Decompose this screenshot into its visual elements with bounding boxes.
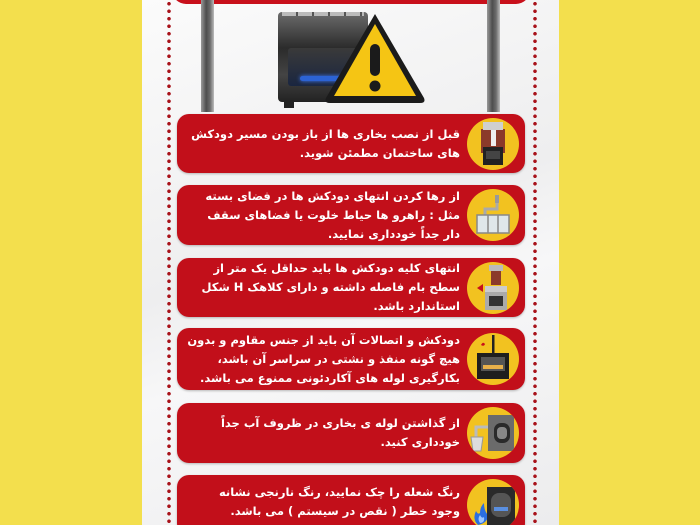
- stove-pipe-water-bucket-icon: [467, 407, 519, 459]
- top-banner: [172, 0, 530, 4]
- tip-card-4: [177, 328, 525, 390]
- tip-text-1: قبل از نصب بخاری ها از باز بودن مسیر دودکش های ساختمان مطمئن شوید.: [191, 126, 460, 160]
- frame-pillar-left: [201, 0, 214, 112]
- dotted-border-right: [533, 0, 537, 525]
- vent-pipe-window-icon: [467, 189, 519, 241]
- roof-chimney-h-cap-icon: [467, 262, 519, 314]
- blue-flame-heater-icon: [467, 479, 519, 525]
- dotted-border-left: [167, 0, 171, 525]
- tip-text-2: از رها کردن انتهای دودکش ها در فضای بسته مثل : راهرو ها حیاط خلوت یا فضاهای سقف دار جداً خودداری نمایید.: [205, 188, 460, 241]
- tip-card-5: [177, 403, 525, 463]
- tip-text-4: دودکش و اتصالات آن باید از جنس مقاوم و بدون هیچ گونه منفذ و نشتی در سراسر آن باشد، بکارگیری لوله های آکاردئونی ممنوع می باشد.: [187, 332, 460, 385]
- tip-text-6: رنگ شعله را چک نمایید، رنگ نارنجی نشانه وجود خطر ( نقص در سیستم ) می باشد.: [218, 485, 460, 518]
- tip-card-2: [177, 185, 525, 245]
- warning-icon: [322, 10, 428, 106]
- frame-pillar-right: [487, 0, 500, 112]
- hero-image: [278, 10, 428, 108]
- chimney-stove-icon: [467, 118, 519, 170]
- tip-card-3: [177, 258, 525, 317]
- tip-card-6: [177, 475, 525, 525]
- fireplace-stove-icon: [467, 333, 519, 385]
- tip-card-1: [177, 114, 525, 173]
- infographic-panel: [142, 0, 559, 525]
- tip-text-5: از گذاشتن لوله ی بخاری در ظروف آب جداً خودداری کنید.: [220, 416, 460, 449]
- tip-text-3: انتهای کلیه دودکش ها باید حداقل یک متر از سطح بام فاصله داشته و دارای کلاهک H شکل استاندارد باشد.: [201, 261, 460, 313]
